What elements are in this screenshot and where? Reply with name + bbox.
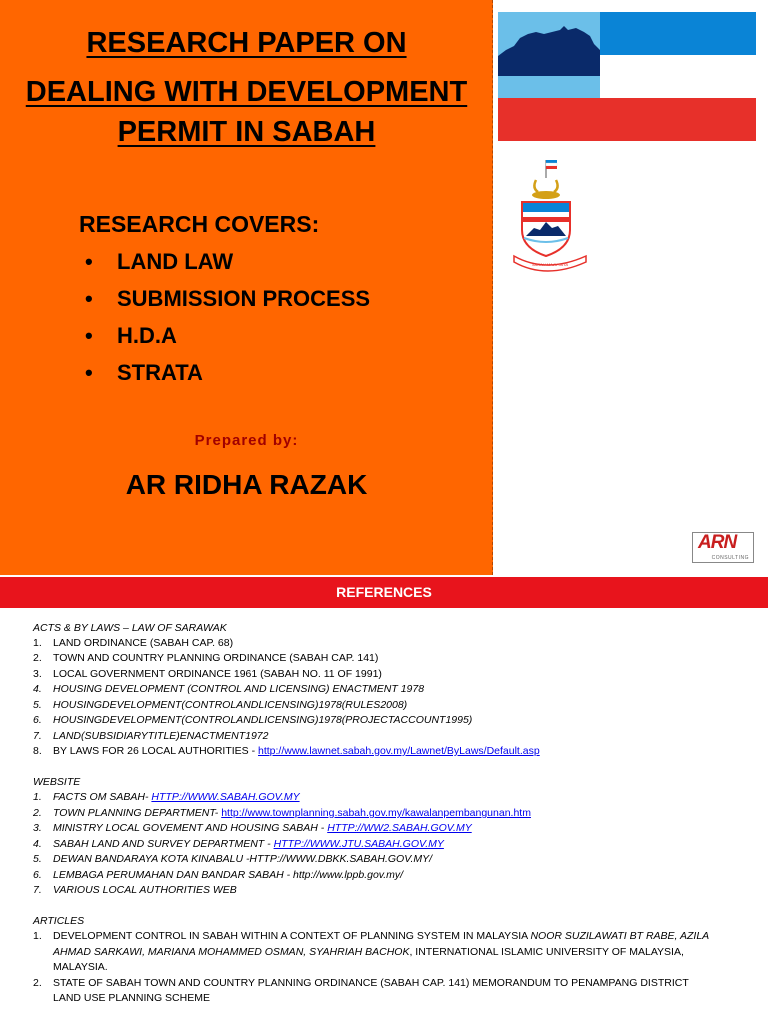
act-num: 1. xyxy=(33,637,42,649)
article-item-cont: LAND USE PLANNING SCHEME xyxy=(53,992,210,1004)
website-item xyxy=(33,884,237,897)
bullet: • xyxy=(85,323,93,348)
articles-heading: ARTICLES xyxy=(33,915,85,927)
website-num: 4. xyxy=(33,838,42,850)
jtu-sabah-link[interactable]: HTTP://WWW.JTU.SABAH.GOV.MY xyxy=(273,838,444,850)
act-num: 3. xyxy=(33,668,42,680)
bullet: • xyxy=(85,286,93,311)
act-item xyxy=(33,730,269,743)
website-num: 2. xyxy=(33,807,42,819)
website-item xyxy=(33,838,444,851)
cover-item-strata xyxy=(85,360,203,386)
act-num: 5. xyxy=(33,699,42,711)
website-text: MINISTRY LOCAL GOVEMENT AND HOUSING SABAH - xyxy=(53,822,328,834)
article-item-cont xyxy=(53,946,684,959)
bylaws-link[interactable]: http://www.lawnet.sabah.gov.my/Lawnet/ByLaws/Default.asp xyxy=(258,745,540,757)
cover-item-label: H.D.A xyxy=(117,323,177,348)
act-text: LAND ORDINANCE (SABAH CAP. 68) xyxy=(53,637,234,649)
article-item xyxy=(33,930,709,943)
act-text: HOUSINGDEVELOPMENT(CONTROLANDLICENSING)1978(RULES2008) xyxy=(53,699,408,711)
website-text: DEWAN BANDARAYA KOTA KINABALU -HTTP://WWW.DBKK.SABAH.GOV.MY/ xyxy=(53,853,433,865)
prepared-by-label: Prepared by: xyxy=(194,432,299,449)
website-text: SABAH LAND AND SURVEY DEPARTMENT - xyxy=(53,838,274,850)
sabah-gov-link[interactable]: HTTP://WWW.SABAH.GOV.MY xyxy=(151,791,300,803)
website-item xyxy=(33,853,432,866)
website-num: 1. xyxy=(33,791,42,803)
website-text: FACTS OM SABAH- xyxy=(53,791,152,803)
crest-motto: SABAH MAJU JAYA xyxy=(531,262,569,267)
act-text: HOUSINGDEVELOPMENT(CONTROLANDLICENSING)1978(PROJECTACCOUNT1995) xyxy=(53,714,473,726)
website-text: TOWN PLANNING DEPARTMENT- xyxy=(53,807,222,819)
act-num: 2. xyxy=(33,652,42,664)
act-item xyxy=(33,745,540,758)
act-text: BY LAWS FOR 26 LOCAL AUTHORITIES - xyxy=(53,745,258,757)
cover-item-label: STRATA xyxy=(117,360,203,385)
bullet: • xyxy=(85,360,93,385)
act-text: HOUSING DEVELOPMENT (CONTROL AND LICENSING) ENACTMENT 1978 xyxy=(53,683,425,695)
cover-item-label: LAND LAW xyxy=(117,249,234,274)
article-text: STATE OF SABAH TOWN AND COUNTRY PLANNING ORDINANCE (SABAH CAP. 141) MEMORANDUM TO PENAMPANG DISTRICT xyxy=(53,977,689,989)
act-num: 8. xyxy=(33,745,42,757)
website-text: LEMBAGA PERUMAHAN DAN BANDAR SABAH - http://www.lppb.gov.my/ xyxy=(53,869,404,881)
act-text: TOWN AND COUNTRY PLANNING ORDINANCE (SABAH CAP. 141) xyxy=(53,652,379,664)
website-item xyxy=(33,869,403,882)
website-num: 5. xyxy=(33,853,42,865)
website-item xyxy=(33,822,472,835)
website-item xyxy=(33,791,300,804)
act-text: LAND(SUBSIDIARYTITLE)ENACTMENT1972 xyxy=(53,730,269,742)
arn-logo-mark: ARN xyxy=(698,532,737,553)
ww2-sabah-link[interactable]: HTTP://WW2.SABAH.GOV.MY xyxy=(327,822,472,834)
website-item xyxy=(33,807,531,820)
article-num: 1. xyxy=(33,930,42,942)
author-name: AR RIDHA RAZAK xyxy=(125,469,368,500)
act-item xyxy=(33,637,233,650)
article-item xyxy=(33,977,689,990)
cover-item-label: SUBMISSION PROCESS xyxy=(117,286,371,311)
act-item xyxy=(33,699,407,712)
sabah-coat-of-arms-icon xyxy=(512,158,588,278)
cover-item-land-law xyxy=(85,249,233,275)
act-num: 7. xyxy=(33,730,42,742)
acts-heading: ACTS & BY LAWS – LAW OF SARAWAK xyxy=(33,622,227,634)
act-item xyxy=(33,683,424,696)
act-num: 6. xyxy=(33,714,42,726)
townplanning-link[interactable]: http://www.townplanning.sabah.gov.my/kawalanpembangunan.htm xyxy=(221,807,531,819)
website-num: 6. xyxy=(33,869,42,881)
bullet: • xyxy=(85,249,93,274)
act-item xyxy=(33,668,382,681)
article-text: DEVELOPMENT CONTROL IN SABAH WITHIN A CONTEXT OF PLANNING SYSTEM IN MALAYSIA xyxy=(53,930,531,942)
title-line-3: PERMIT IN SABAH xyxy=(117,116,376,148)
act-item xyxy=(33,652,378,665)
cover-item-hda xyxy=(85,323,177,349)
act-text: LOCAL GOVERNMENT ORDINANCE 1961 (SABAH NO. 11 OF 1991) xyxy=(53,668,382,680)
title-line-2: DEALING WITH DEVELOPMENT xyxy=(25,76,468,108)
website-heading: WEBSITE xyxy=(33,776,81,788)
references-heading: REFERENCES xyxy=(0,577,768,608)
website-num: 7. xyxy=(33,884,42,896)
website-num: 3. xyxy=(33,822,42,834)
cover-item-submission-process xyxy=(85,286,370,312)
article-authors: NOOR SUZILAWATI BT RABE, AZILA xyxy=(530,930,710,942)
sabah-flag-icon xyxy=(498,12,756,141)
article-num: 2. xyxy=(33,977,42,989)
title-line-1: RESEARCH PAPER ON xyxy=(86,27,407,59)
article-text: , INTERNATIONAL ISLAMIC UNIVERSITY OF MALAYSIA, xyxy=(409,946,684,958)
cover-panel xyxy=(0,0,493,575)
act-num: 4. xyxy=(33,683,42,695)
article-authors: AHMAD SARKAWI, MARIANA MOHAMMED OSMAN, SYAHRIAH BACHOK xyxy=(53,946,410,958)
website-text: VARIOUS LOCAL AUTHORITIES WEB xyxy=(53,884,237,896)
article-item-cont: MALAYSIA. xyxy=(53,961,108,973)
arn-consulting-logo xyxy=(692,532,754,563)
arn-logo-subtext: CONSULTING xyxy=(711,555,749,561)
research-covers-heading: RESEARCH COVERS: xyxy=(79,211,320,237)
act-item xyxy=(33,714,472,727)
